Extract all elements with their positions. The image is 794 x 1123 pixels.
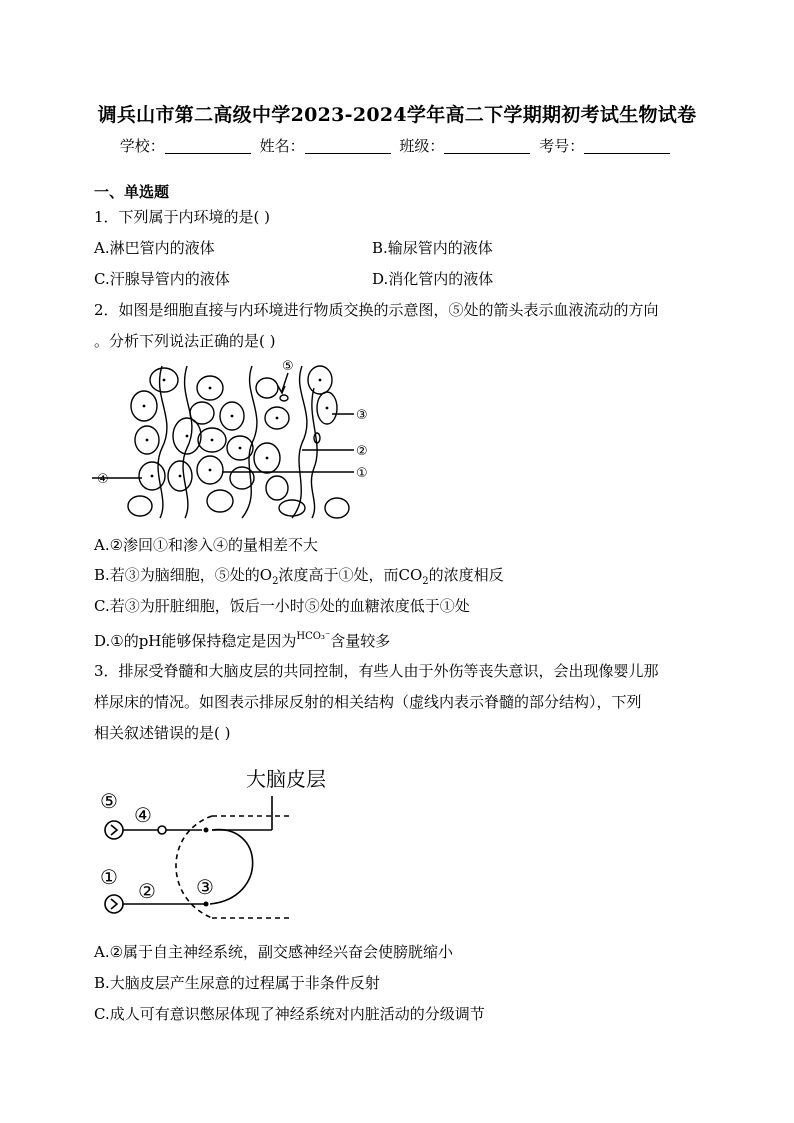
q2-option-a: A.②渗回①和渗入④的量相差不大 [94, 536, 319, 554]
q3-label-1: ① [100, 865, 118, 889]
q3-label-5: ⑤ [100, 789, 118, 813]
q2-label-3: ③ [356, 408, 368, 423]
student-info-line [0, 135, 794, 156]
q2-option-c: C.若③为肝脏细胞，饭后一小时⑤处的血糖浓度低于①处 [94, 597, 470, 615]
q2-label-5: ⑤ [282, 359, 294, 374]
q1-option-a: A.淋巴管内的液体 [94, 239, 215, 257]
q1-option-d: D.消化管内的液体 [372, 270, 494, 288]
school-blank[interactable] [165, 139, 251, 154]
q3-fig-title: 大脑皮层 [246, 767, 326, 791]
q2-option-b: B.若③为脑细胞，⑤处的$O_2$浓度高于①处，而$CO_2$的浓度相反 [94, 566, 504, 587]
q3-label-2: ② [138, 879, 156, 903]
q3-reflex-diagram [94, 758, 354, 928]
q1-option-c: C.汗腺导管内的液体 [94, 270, 230, 288]
q1-stem: 1．下列属于内环境的是( ) [94, 208, 271, 226]
class-blank[interactable] [444, 139, 530, 154]
q2-label-4: ④ [97, 472, 109, 487]
q3-stem-line1: 3．排尿受脊髓和大脑皮层的共同控制，有些人由于外伤等丧失意识，会出现像婴儿那 [94, 662, 659, 680]
q2-label-1: ① [356, 466, 368, 481]
q2-stem-line1: 2．如图是细胞直接与内环境进行物质交换的示意图，⑤处的箭头表示血液流动的方向 [94, 301, 659, 319]
q2-tissue-diagram [92, 358, 382, 523]
class-label: 班级： [399, 137, 445, 155]
q1-option-b: B.输尿管内的液体 [372, 239, 493, 257]
name-label: 姓名： [259, 137, 305, 155]
q3-option-c: C.成人可有意识憋尿体现了神经系统对内脏活动的分级调节 [94, 1005, 485, 1023]
q2-stem-line2: 。分析下列说法正确的是( ) [94, 332, 276, 350]
q3-option-a: A.②属于自主神经系统，副交感神经兴奋会使膀胱缩小 [94, 943, 454, 961]
number-label: 考号： [539, 137, 585, 155]
section-heading: 一、单选题 [94, 183, 170, 201]
name-blank[interactable] [305, 139, 391, 154]
school-label: 学校： [119, 137, 165, 155]
q3-label-3: ③ [196, 875, 214, 899]
q2-option-d: D.①的pH能够保持稳定是因为HCO₃⁻含量较多 [94, 631, 391, 650]
q2-label-2: ② [356, 444, 368, 459]
q3-stem-line2: 样尿床的情况。如图表示排尿反射的相关结构（虚线内表示脊髓的部分结构），下列 [94, 693, 642, 711]
q3-stem-line3: 相关叙述错误的是( ) [94, 724, 231, 742]
page-title: 调兵山市第二高级中学2023-2024学年高二下学期期初考试生物试卷 [97, 104, 697, 126]
bicarbonate-ion: HCO₃⁻ [296, 631, 331, 642]
number-blank[interactable] [584, 139, 670, 154]
q3-label-4: ④ [134, 803, 152, 827]
q3-option-b: B.大脑皮层产生尿意的过程属于非条件反射 [94, 974, 380, 992]
